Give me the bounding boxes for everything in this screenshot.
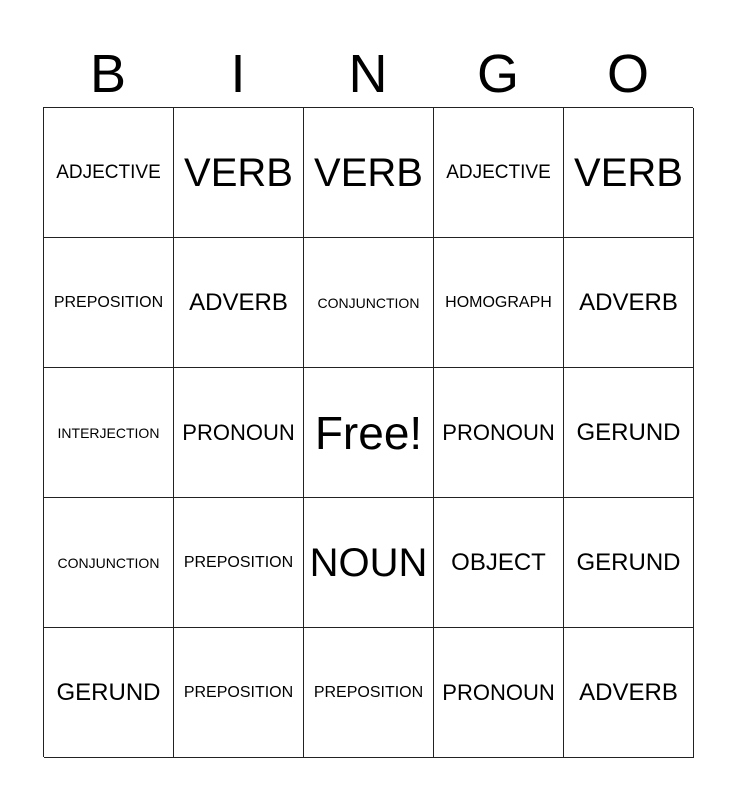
bingo-cell-r5-c1[interactable]: GERUND [44,628,174,758]
bingo-cell-r4-c1[interactable]: CONJUNCTION [44,498,174,628]
header-letter-b: B [89,44,127,104]
bingo-cell-r5-c4[interactable]: PRONOUN [434,628,564,758]
bingo-cell-r4-c5[interactable]: GERUND [564,498,694,628]
bingo-cell-r5-c5[interactable]: ADVERB [564,628,694,758]
bingo-cell-r4-c3[interactable]: NOUN [304,498,434,628]
bingo-cell-r1-c4[interactable]: ADJECTIVE [434,108,564,238]
bingo-cell-r2-c2[interactable]: ADVERB [174,238,304,368]
bingo-cell-r1-c1[interactable]: ADJECTIVE [44,108,174,238]
header-letter-n: N [348,44,388,104]
bingo-cell-r3-c5[interactable]: GERUND [564,368,694,498]
bingo-cell-r2-c5[interactable]: ADVERB [564,238,694,368]
bingo-header [43,40,693,108]
header-letter-g: G [476,44,519,104]
bingo-cell-r1-c2[interactable]: VERB [174,108,304,238]
bingo-cell-r4-c4[interactable]: OBJECT [434,498,564,628]
bingo-cell-r3-c1[interactable]: INTERJECTION [44,368,174,498]
bingo-cell-r1-c3[interactable]: VERB [304,108,434,238]
bingo-cell-r4-c2[interactable]: PREPOSITION [174,498,304,628]
bingo-cell-r5-c3[interactable]: PREPOSITION [304,628,434,758]
bingo-cell-r1-c5[interactable]: VERB [564,108,694,238]
bingo-cell-r3-c2[interactable]: PRONOUN [174,368,304,498]
header-letter-i: I [230,44,246,104]
bingo-cell-r5-c2[interactable]: PREPOSITION [174,628,304,758]
header-letter-o: O [606,44,649,104]
bingo-cell-r2-c4[interactable]: HOMOGRAPH [434,238,564,368]
bingo-cell-r2-c1[interactable]: PREPOSITION [44,238,174,368]
free-space[interactable]: Free! [304,368,434,498]
bingo-cell-r2-c3[interactable]: CONJUNCTION [304,238,434,368]
bingo-board [43,107,693,757]
bingo-cell-r3-c4[interactable]: PRONOUN [434,368,564,498]
